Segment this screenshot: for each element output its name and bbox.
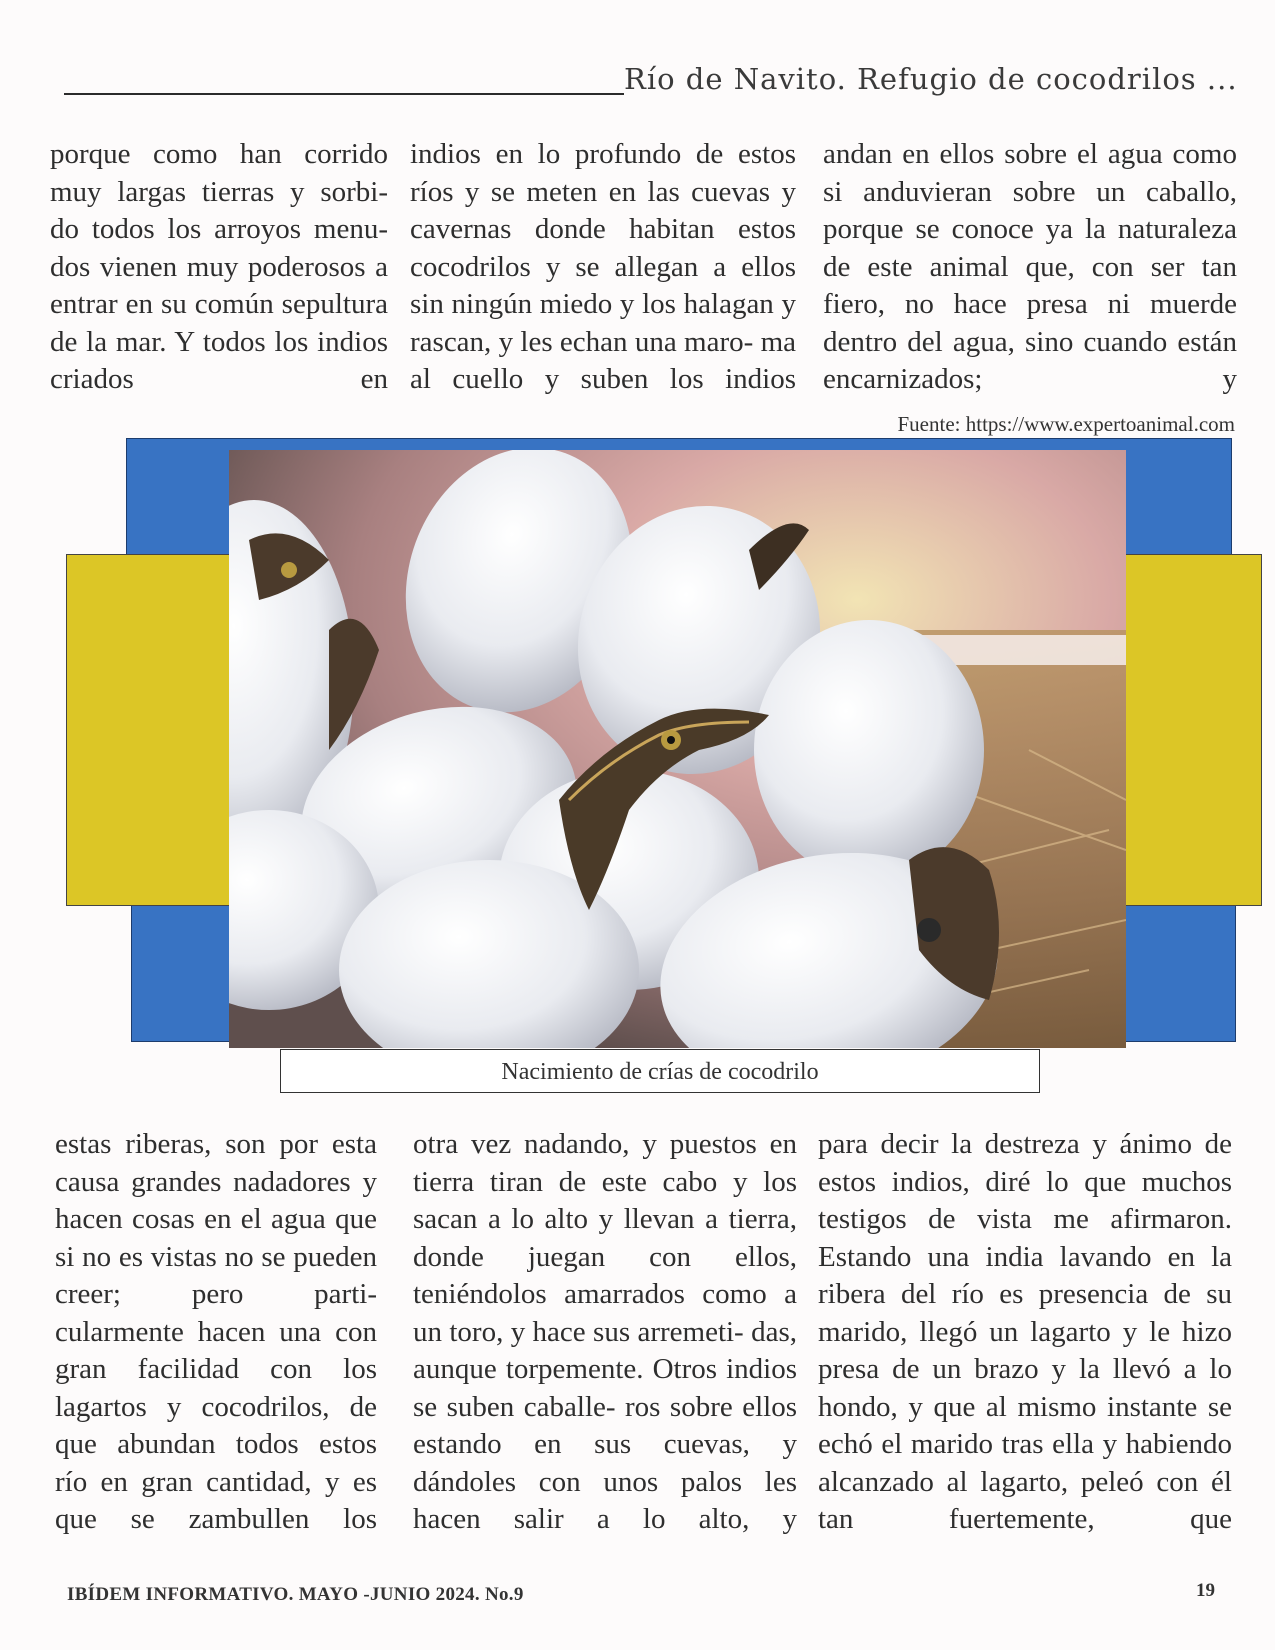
body-column-bottom-2: otra vez nadando, y puestos en tierra tiran de este cabo y los sacan a lo alto y llevan a tierra, donde juegan con ellos, teniéndolos amarrados como a un toro, y hace sus arremeti- das, aunque torpemente. Otros indios se suben caballe- ros sobre ellos estando en sus cuevas, y dándoles con unos palos les hacen salir a lo alto, y bbox=[413, 1128, 797, 1535]
body-column-top-1: porque como han corrido muy largas tierras y sorbi- do todos los arroyos menu- dos vienen muy poderosos a entrar en su común sepultura de la mar. Y todos los indios criados en bbox=[50, 138, 388, 395]
body-column-top-2: indios en lo profundo de estos ríos y se meten en las cuevas y cavernas donde habitan estos cocodrilos y se allegan a ellos sin ningún miedo y los halagan y rascan, y les echan una maro- ma al cuello y suben los indios bbox=[410, 138, 796, 395]
figure-caption: Nacimiento de crías de cocodrilo bbox=[280, 1049, 1040, 1093]
crocodile-hatchlings-photo bbox=[229, 450, 1126, 1048]
decorative-yellow-panel-right bbox=[1115, 554, 1262, 906]
decorative-yellow-panel-left bbox=[66, 554, 234, 906]
photo-illustration bbox=[229, 450, 1126, 1048]
image-source-credit: Fuente: https://www.expertoanimal.com bbox=[897, 412, 1235, 436]
body-column-top-3: andan en ellos sobre el agua como si anduvieran sobre un caballo, porque se conoce ya la naturaleza de este animal que, con ser tan fiero, no hace presa ni muerde dentro del agua, sino cuando están encarnizados; y bbox=[823, 138, 1237, 395]
running-header-title: Río de Navito. Refugio de cocodrilos ... bbox=[624, 62, 1238, 96]
body-column-bottom-1: estas riberas, son por esta causa grandes nadadores y hacen cosas en el agua que si no es vistas no se pueden creer; pero parti- cularmente hacen una con gran facilidad con los lagartos y cocodrilos, de que abundan todos estos río en gran cantidad, y es que se zambullen los bbox=[55, 1128, 377, 1535]
page-number: 19 bbox=[1196, 1580, 1215, 1601]
header-rule bbox=[64, 93, 624, 95]
footer-publication: IBÍDEM INFORMATIVO. MAYO -JUNIO 2024. No.9 bbox=[67, 1584, 524, 1605]
body-column-bottom-3: para decir la destreza y ánimo de estos indios, diré lo que muchos testigos de vista me afirmaron. Estando una india lavando en la ribera del río es presencia de su marido, llegó un lagarto y le hizo presa de un brazo y la llevó a lo hondo, y que al mismo instante se echó el marido tras ella y habiendo alcanzado al lagarto, peleó con él tan fuertemente, que bbox=[818, 1128, 1232, 1535]
